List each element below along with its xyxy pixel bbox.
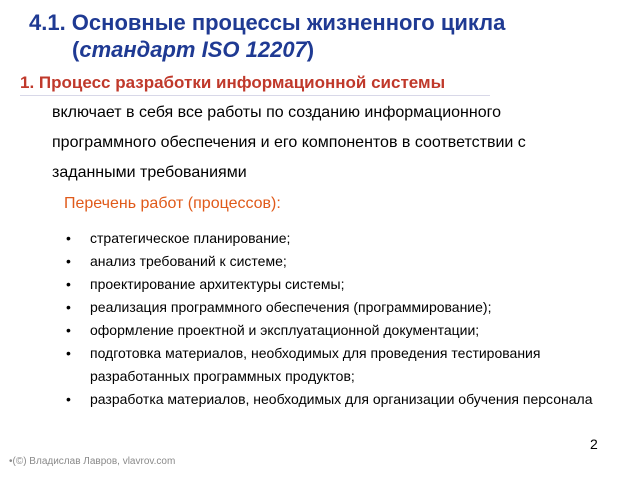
list-item-text: оформление проектной и эксплуатационной документации;: [90, 322, 480, 338]
bullet-icon: •: [66, 230, 71, 246]
bullet-icon: •: [66, 391, 71, 407]
bullet-icon: •: [66, 322, 71, 338]
list-item-text: реализация программного обеспечения (программирование);: [90, 299, 492, 315]
subtitle-close-paren: ): [306, 37, 315, 62]
work-list: [66, 227, 626, 411]
slide-subtitle: [72, 37, 314, 63]
list-item-text: анализ требований к системе;: [90, 253, 287, 269]
list-heading: Перечень работ (процессов):: [64, 195, 281, 212]
list-item-text: разработка материалов, необходимых для организации обучения персонала: [90, 391, 593, 407]
list-item: [66, 319, 626, 342]
bullet-icon: •: [66, 299, 71, 315]
list-item: [66, 227, 626, 250]
page-number: 2: [590, 436, 598, 452]
bullet-icon: •: [66, 345, 71, 361]
intro-line: заданными требованиями: [52, 164, 247, 181]
intro-line: включает в себя все работы по созданию информационного: [52, 104, 501, 121]
list-item: [66, 296, 626, 319]
list-item-text: проектирование архитектуры системы;: [90, 276, 345, 292]
bullet-icon: •: [66, 276, 71, 292]
list-item: [66, 388, 626, 411]
list-item: [66, 342, 626, 388]
subtitle-standard: стандарт ISO 12207: [79, 37, 307, 62]
section-heading: 1. Процесс разработки информационной системы: [20, 73, 490, 96]
list-item: [66, 273, 626, 296]
list-item-text: стратегическое планирование;: [90, 230, 291, 246]
list-item-text: подготовка материалов, необходимых для проведения тестирования разработанных программных продуктов;: [90, 345, 541, 384]
bullet-icon: •: [66, 253, 71, 269]
footer-copyright: •(©) Владислав Лавров, vlavrov.com: [9, 456, 176, 467]
intro-line: программного обеспечения и его компонентов в соответствии с: [52, 134, 526, 151]
intro-paragraph: [52, 98, 612, 188]
subtitle-open-paren: (: [72, 37, 80, 62]
slide-title: 4.1. Основные процессы жизненного цикла: [29, 10, 506, 35]
list-item: [66, 250, 626, 273]
